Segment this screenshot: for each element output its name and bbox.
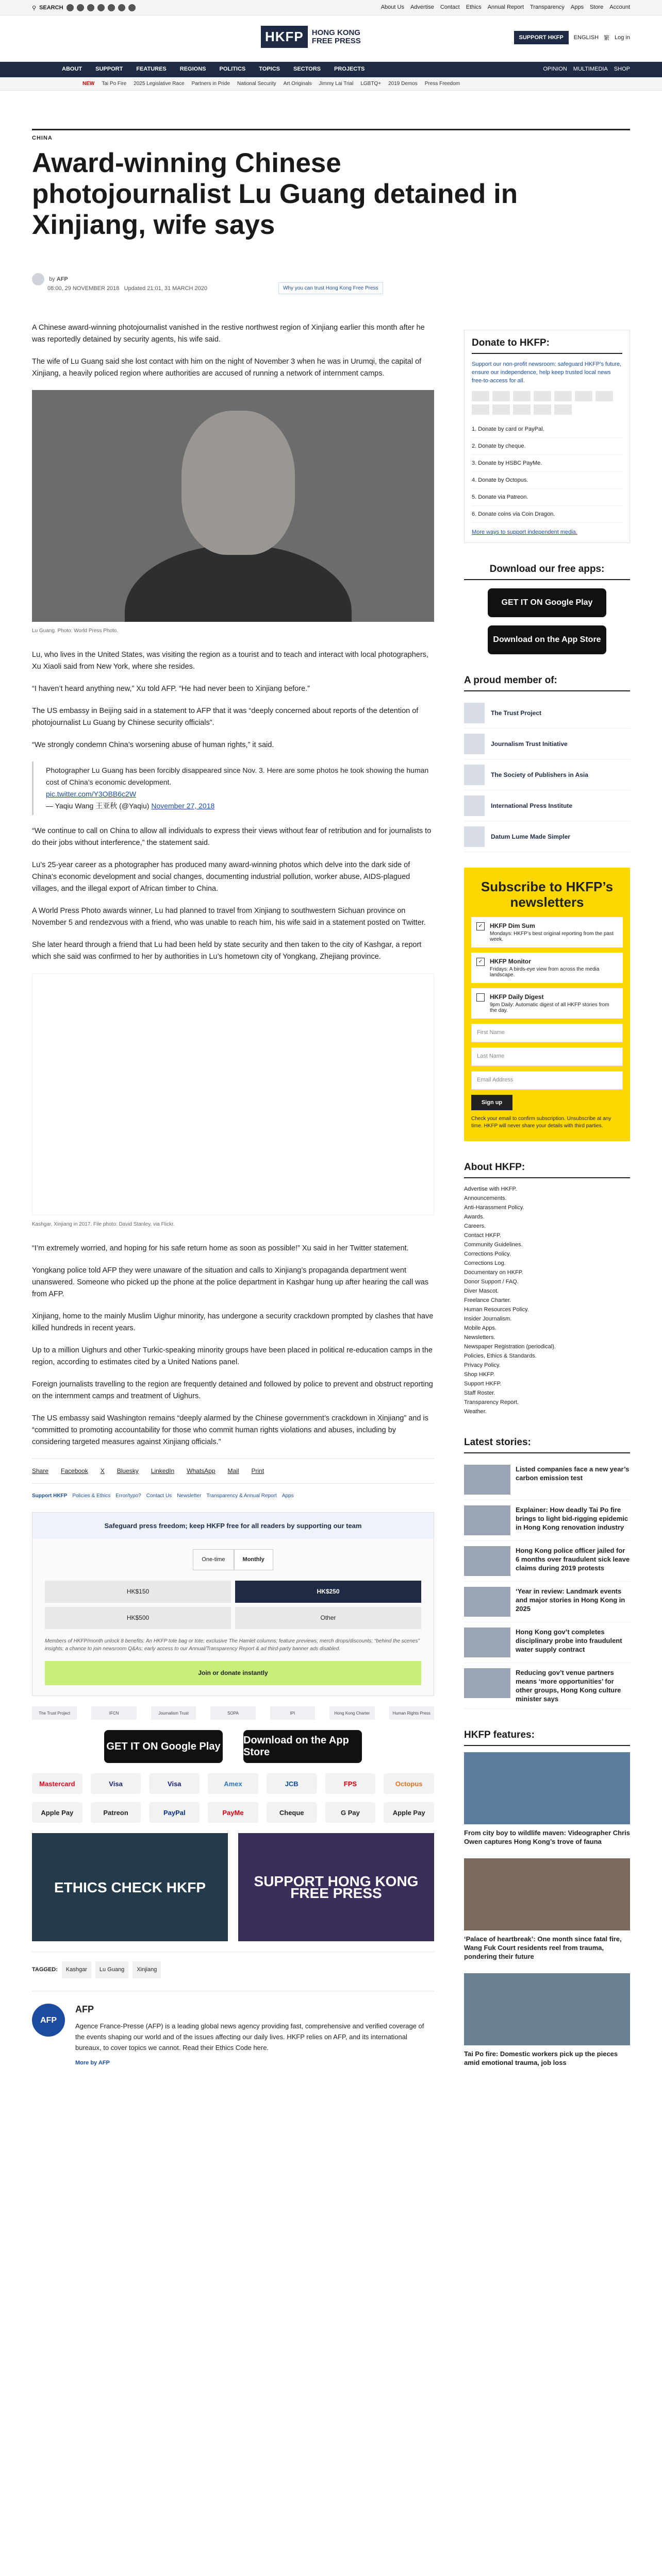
story-thumbnail [464, 1546, 510, 1576]
card-logo [472, 404, 489, 415]
donate-title: Donate to HKFP: [472, 337, 622, 354]
story-title[interactable]: Explainer: How deadly Tai Po fire brings to light bid-rigging epidemic in Hong Kong renovation industry [516, 1506, 628, 1531]
member-logo[interactable] [464, 698, 630, 728]
instagram-icon[interactable] [87, 4, 94, 11]
story-item[interactable] [464, 1541, 630, 1582]
tab-monthly[interactable]: Monthly [234, 1549, 273, 1570]
donate-intro[interactable]: Support our non-profit newsroom: safeguard HKFP’s future, ensure our independence, help keep trusted local news free-to-access for all. [472, 361, 622, 384]
share-mail[interactable]: Mail [227, 1467, 239, 1475]
donate-option[interactable]: 1. Donate by card or PayPal. [472, 421, 622, 438]
category-label[interactable]: CHINA [32, 135, 53, 141]
card-logo [492, 391, 510, 401]
tweet-link[interactable]: pic.twitter.com/Y3OBB6c2W [46, 790, 137, 798]
story-thumbnail [464, 1668, 510, 1698]
story-title[interactable]: Hong Kong police officer jailed for 6 months over fraudulent sick leave claims during 2019 protests [516, 1547, 630, 1572]
story-thumbnail [464, 1505, 510, 1535]
feature-title[interactable]: Tai Po fire: Domestic workers pick up the pieces amid emotional trauma, job loss [464, 2050, 618, 2066]
share-bluesky[interactable]: Bluesky [117, 1467, 139, 1475]
member-icon [464, 826, 485, 847]
top-link[interactable]: Transparency [530, 4, 565, 10]
more-ways-link[interactable]: More ways to support independent media. [472, 529, 577, 535]
footer-links [32, 1490, 434, 1502]
newsletter-name: HKFP Dim Sum [490, 922, 535, 929]
share-facebook[interactable]: Facebook [61, 1467, 88, 1475]
search-link[interactable]: SEARCH [39, 5, 63, 11]
nav-item[interactable]: SUPPORT [95, 66, 123, 72]
top-link[interactable]: Apps [570, 4, 584, 10]
share-linkedin[interactable]: LinkedIn [151, 1467, 175, 1475]
page-title: Award-winning Chinese photojournalist Lu Guang detained in Xinjiang, wife says [32, 148, 518, 240]
newsletter-name: HKFP Daily Digest [490, 993, 544, 1001]
newsletter-box [464, 868, 630, 1141]
google-play-button[interactable]: GET IT ON Google Play [104, 1730, 223, 1763]
partner-logo[interactable]: Hong Kong Charter [329, 1706, 374, 1720]
payment-logo[interactable]: Visa [149, 1773, 200, 1794]
byline [32, 273, 465, 292]
search-icon[interactable]: ⚲ [32, 5, 37, 11]
nav-right-item[interactable]: MULTIMEDIA [573, 66, 608, 72]
login-link[interactable]: Log in [615, 35, 630, 41]
story-item[interactable] [464, 1663, 630, 1709]
donate-option[interactable]: 5. Donate via Patreon. [472, 489, 622, 506]
story-thumbnail [464, 1587, 510, 1617]
trending-link[interactable]: Art Originals [283, 81, 312, 87]
top-link[interactable]: Contact [440, 4, 460, 10]
latest-stories [464, 1437, 630, 1709]
checkbox-checked[interactable]: ✓ [476, 922, 485, 930]
newsletter-option[interactable] [471, 917, 623, 947]
signup-button[interactable]: Sign up [471, 1095, 512, 1110]
sidebar-google-play[interactable]: GET IT ON Google Play [488, 588, 606, 617]
payment-logo[interactable]: Octopus [384, 1773, 434, 1794]
small-link[interactable]: Contact Us [146, 1493, 172, 1499]
about-link[interactable]: Corrections Policy. [464, 1251, 511, 1257]
feature-title[interactable]: From city boy to wildlife maven: Videographer Chris Owen captures Hong Kong’s trove of fauna [464, 1829, 630, 1845]
payment-logo[interactable]: JCB [267, 1773, 317, 1794]
card-logo [554, 391, 572, 401]
small-link[interactable]: Newsletter [177, 1493, 202, 1499]
card-logo [513, 391, 531, 401]
tag[interactable]: Lu Guang [95, 1961, 128, 1978]
email-input[interactable]: Email Address [471, 1071, 623, 1090]
support-button[interactable]: SUPPORT HKFP [514, 31, 569, 44]
donate-option[interactable]: 4. Donate by Octopus. [472, 472, 622, 489]
card-logo [554, 404, 572, 415]
logo-line2: FREE PRESS [311, 36, 361, 45]
telegram-icon[interactable] [108, 4, 115, 11]
lu-guang-photo [32, 390, 434, 622]
more-by-author-link[interactable]: More by AFP [75, 2060, 110, 2066]
about-section [464, 1162, 630, 1416]
card-logo [513, 404, 531, 415]
mastodon-icon[interactable] [128, 4, 136, 11]
member-logo[interactable] [464, 728, 630, 759]
trust-badge-text: Why you can trust Hong Kong Free Press [283, 285, 378, 291]
story-thumbnail [464, 1465, 510, 1495]
nav-right-item[interactable]: SHOP [614, 66, 630, 72]
paragraph: Xinjiang, home to the mainly Muslim Uighur minority, has undergone a security crackdown prompted by clashes that have killed hundreds in recent years. [32, 1312, 434, 1332]
trending-link[interactable]: 2019 Demos [388, 81, 418, 87]
features-section [464, 1730, 630, 2067]
sidebar [464, 330, 630, 2079]
newsletter-option[interactable] [471, 988, 623, 1019]
rss-icon[interactable] [118, 4, 125, 11]
card-logos [472, 391, 622, 415]
trending-link[interactable]: Partners in Pride [191, 81, 230, 87]
card-logo [595, 391, 613, 401]
about-link[interactable]: Anti-Harassment Policy. [464, 1205, 524, 1211]
trending-link[interactable]: Tai Po Fire [102, 81, 127, 87]
paragraph: A Chinese award-winning photojournalist vanished in the restive northwest region of Xinjiang earlier this month after he was reportedly detained by security agents, his wife said. [32, 324, 425, 344]
card-logo [575, 391, 592, 401]
member-icon [464, 734, 485, 754]
language-chinese[interactable]: 繁 [604, 35, 610, 41]
feature-image[interactable] [464, 1752, 630, 1824]
about-link[interactable]: Diver Mascot. [464, 1288, 499, 1294]
story-item[interactable] [464, 1500, 630, 1541]
story-thumbnail [464, 1628, 510, 1657]
nav-item[interactable]: PROJECTS [334, 66, 365, 72]
tags-label: TAGGED: [32, 1967, 58, 1973]
about-link[interactable]: Advertise with HKFP. [464, 1186, 517, 1192]
about-link[interactable]: Mobile Apps. [464, 1325, 496, 1331]
about-link[interactable]: Shop HKFP. [464, 1371, 495, 1378]
member-logo[interactable] [464, 759, 630, 790]
feature-title[interactable]: ‘Palace of heartbreak’: One month since fatal fire, Wang Fuk Court residents reel from trauma, pondering their future [464, 1935, 622, 1960]
join-button[interactable]: Join or donate instantly [45, 1661, 421, 1685]
small-link[interactable]: Transparency & Annual Report [206, 1493, 277, 1499]
facebook-icon[interactable] [67, 4, 74, 11]
member-label: International Press Institute [491, 802, 573, 809]
trending-link[interactable]: 2025 Legislative Race [134, 81, 185, 87]
nav-item[interactable]: POLITICS [219, 66, 246, 72]
newsletter-name: HKFP Monitor [490, 958, 531, 965]
checkbox-checked[interactable]: ✓ [476, 958, 485, 966]
member-label: The Society of Publishers in Asia [491, 771, 588, 778]
author-name[interactable]: AFP [75, 2004, 94, 2014]
logo-text [312, 29, 361, 45]
donation-title: Safeguard press freedom; keep HKFP free for all readers by supporting our team [32, 1513, 434, 1539]
feature-image[interactable] [464, 1858, 630, 1930]
share-whatsapp[interactable]: WhatsApp [187, 1467, 216, 1475]
paragraph: The US embassy said Washington remains “deeply alarmed by the Chinese government’s crackdown in Xinjiang” and is “committed to promoting accountability for those who commit human rights violations and abuses, including by considering targeted measures against Xinjiang officials.” [32, 1414, 428, 1446]
paragraph: “I haven’t heard anything new,” Xu told AFP. “He had never been to Xinjiang before.” [32, 685, 310, 693]
youtube-icon[interactable] [97, 4, 105, 11]
amount-option[interactable]: Other [235, 1607, 421, 1629]
app-store-buttons [32, 1730, 434, 1763]
donate-option[interactable]: 6. Donate coins via Coin Dragon. [472, 506, 622, 523]
about-title: About HKFP: [464, 1162, 630, 1178]
donate-option[interactable]: 2. Donate by cheque. [472, 438, 622, 455]
checkbox[interactable] [476, 993, 485, 1002]
amount-option[interactable]: HK$150 [45, 1581, 231, 1603]
published-date: 08:00, 29 NOVEMBER 2018 [47, 285, 120, 292]
author-logo[interactable]: AFP [32, 2004, 65, 2037]
apps-title: Download our free apps: [464, 564, 630, 580]
tweet-author: — Yaqiu Wang 王亚秋 (@Yaqiu) [46, 802, 150, 810]
about-link[interactable]: Corrections Log. [464, 1260, 506, 1266]
member-title: A proud member of: [464, 675, 630, 691]
nav-item[interactable]: SECTORS [293, 66, 321, 72]
embedded-tweet[interactable] [32, 761, 434, 815]
amount-option-selected[interactable]: HK$250 [235, 1581, 421, 1603]
last-name-input[interactable]: Last Name [471, 1047, 623, 1066]
member-logo[interactable] [464, 821, 630, 852]
member-label: Journalism Trust Initiative [491, 740, 568, 748]
share-label: Share [32, 1467, 49, 1475]
payment-logo[interactable]: PayPal [149, 1802, 200, 1823]
paragraph: The wife of Lu Guang said she lost contact with him on the night of November 3 when he was in Urumqi, the capital of Xinjiang, a heavily policed region where authorities are accused of running a network of internment camps. [32, 358, 422, 378]
logo-mark: HKFP [261, 26, 308, 48]
top-link[interactable]: Annual Report [487, 4, 524, 10]
top-link[interactable]: Ethics [466, 4, 482, 10]
card-logo [534, 391, 551, 401]
payment-logo[interactable]: Patreon [91, 1802, 141, 1823]
story-title[interactable]: Listed companies face a new year’s carbon emission test [516, 1465, 630, 1482]
story-item[interactable] [464, 1622, 630, 1663]
features-title: HKFP features: [464, 1730, 630, 1746]
app-store-button[interactable]: Download on the App Store [243, 1730, 362, 1763]
masthead [0, 15, 662, 62]
newsletter-title: Subscribe to HKFP’s newsletters [481, 879, 614, 910]
story-title[interactable]: Reducing gov’t venue partners means ‘more opportunities’ for other groups, Hong Kong culture minister says [516, 1669, 621, 1703]
small-link[interactable]: Apps [282, 1493, 294, 1499]
trending-link[interactable]: LGBTQ+ [360, 81, 382, 87]
partner-logo[interactable]: Human Rights Press [389, 1706, 434, 1720]
paragraph: She later heard through a friend that Lu had been held by state security and then taken to the city of Kashgar, a report which she said was confirmed to her by authorities in Lu’s hometown city of Yongkang, Zhejiang province. [32, 941, 422, 961]
nav-item[interactable]: REGIONS [179, 66, 206, 72]
amount-option[interactable]: HK$500 [45, 1607, 231, 1629]
top-link[interactable]: About Us [380, 4, 404, 10]
tags-row [32, 1952, 434, 1978]
site-logo[interactable] [261, 26, 361, 48]
newsletter-desc: Fridays: A birds-eye view from across the media landscape. [490, 967, 600, 978]
payment-logo[interactable]: PayMe [208, 1802, 258, 1823]
newsletter-desc: 9pm Daily: Automatic digest of all HKFP stories from the day. [490, 1002, 609, 1013]
byline-by: by [49, 276, 55, 282]
updated-date: Updated 21:01, 31 MARCH 2020 [124, 285, 208, 292]
story-title[interactable]: ‘Year in review: Landmark events and major stories in Hong Kong in 2025 [516, 1587, 625, 1613]
paragraph: The US embassy in Beijing said in a statement to AFP that it was “deeply concerned about reports of the detention of photojournalist Lu Guang by Chinese security officials”. [32, 707, 419, 727]
member-label: Datum Lume Made Simpler [491, 833, 571, 840]
trending-link[interactable]: Press Freedom [424, 81, 460, 87]
payment-logo[interactable]: Amex [208, 1773, 258, 1794]
about-link[interactable]: Documentary on HKFP. [464, 1269, 523, 1276]
about-link[interactable]: Weather. [464, 1409, 487, 1415]
newsletter-note: Check your email to confirm subscription. Unsubscribe at any time. HKFP will never share your details with third parties. [471, 1116, 611, 1129]
tab-one-time[interactable]: One-time [193, 1549, 234, 1570]
share-bar [32, 1459, 434, 1484]
about-link[interactable]: Donor Support / FAQ. [464, 1279, 519, 1285]
partner-logo[interactable]: IPI [270, 1706, 315, 1720]
article-body [32, 322, 434, 2069]
about-link[interactable]: Freelance Charter. [464, 1297, 511, 1303]
trending-link[interactable]: National Security [237, 81, 276, 87]
member-logo[interactable] [464, 790, 630, 821]
story-title[interactable]: Hong Kong gov’t completes disciplinary probe into fraudulent water supply contract [516, 1628, 622, 1653]
nav-right-item[interactable]: OPINION [543, 66, 567, 72]
photo-caption: Kashgar, Xinjiang in 2017. File photo: David Stanley, via Flickr. [32, 1222, 175, 1227]
share-x[interactable]: X [100, 1467, 105, 1475]
partner-logo[interactable]: The Trust Project [32, 1706, 77, 1720]
about-link[interactable]: Privacy Policy. [464, 1362, 501, 1368]
member-label: The Trust Project [491, 709, 542, 717]
small-link[interactable]: Policies & Ethics [72, 1493, 111, 1499]
partner-logo[interactable]: Journalism Trust [151, 1706, 196, 1720]
top-link[interactable]: Store [589, 4, 604, 10]
story-item[interactable] [464, 1582, 630, 1622]
ethics-banner[interactable]: ETHICS CHECK HKFP [32, 1833, 228, 1941]
payment-logo[interactable]: FPS [325, 1773, 376, 1794]
about-link[interactable]: Support HKFP. [464, 1381, 502, 1387]
photo-figure [125, 545, 352, 622]
paragraph: “We continue to call on China to allow all individuals to express their views without fear of retribution and for journalists to do their jobs without interference,” the statement said. [32, 827, 432, 847]
kashgar-photo [32, 973, 434, 1215]
payment-logo[interactable]: Mastercard [32, 1773, 82, 1794]
card-logo [534, 404, 551, 415]
tag[interactable]: Kashgar [62, 1961, 91, 1978]
payment-logo[interactable]: G Pay [325, 1802, 376, 1823]
section-rule [32, 129, 630, 130]
paragraph: Lu’s 25-year career as a photographer has produced many award-winning photos which delve into the dark side of China’s economic development and social changes, documenting industrial pollution, worker abuse, AIDS-plagued villages, and the illegal export of African timber to China. [32, 861, 410, 893]
tweet-text: Photographer Lu Guang has been forcibly disappeared since Nov. 3. Here are some photos he took showing the human cost of China’s economic development. [46, 766, 429, 786]
paragraph: Foreign journalists travelling to the region are frequently detained and followed by police to prevent and obstruct reporting on the internment camps and treatment of Uighurs. [32, 1380, 433, 1400]
paragraph: “We strongly condemn China’s worsening abuse of human rights,” it said. [32, 741, 274, 749]
member-icon [464, 765, 485, 785]
first-name-input[interactable]: First Name [471, 1024, 623, 1042]
small-link[interactable]: Support HKFP [32, 1493, 68, 1499]
logo-line1: HONG KONG [311, 28, 360, 37]
paragraph: “I’m extremely worried, and hoping for his safe return home as soon as possible!” Xu said in her Twitter statement. [32, 1244, 409, 1252]
tweet-date[interactable]: November 27, 2018 [151, 802, 215, 810]
share-print[interactable]: Print [251, 1467, 264, 1475]
trending-bar [0, 77, 662, 91]
partner-logo[interactable]: IFCN [91, 1706, 136, 1720]
about-link[interactable]: Awards. [464, 1214, 485, 1220]
byline-author[interactable]: AFP [56, 276, 68, 282]
card-logo [492, 404, 510, 415]
top-link[interactable]: Account [609, 4, 630, 10]
about-link[interactable]: Newspaper Registration (periodical). [464, 1344, 556, 1350]
about-link[interactable]: Human Resources Policy. [464, 1307, 529, 1313]
author-box [32, 1991, 434, 2069]
small-link[interactable]: Error/typo? [115, 1493, 141, 1499]
photo-caption: Lu Guang. Photo: World Press Photo. [32, 628, 119, 634]
card-logo [472, 391, 489, 401]
payment-methods [32, 1773, 434, 1823]
nav-item[interactable]: ABOUT [62, 66, 82, 72]
tag[interactable]: Xinjiang [133, 1961, 161, 1978]
donate-box [464, 330, 630, 543]
nav-item[interactable]: TOPICS [259, 66, 280, 72]
newsletter-option[interactable] [471, 953, 623, 983]
about-link[interactable]: Transparency Report. [464, 1399, 519, 1405]
about-link[interactable]: Staff Roster. [464, 1390, 495, 1396]
nav-item[interactable]: FEATURES [136, 66, 167, 72]
payment-logo[interactable]: Cheque [267, 1802, 317, 1823]
payment-logo[interactable]: Visa [91, 1773, 141, 1794]
newsletter-desc: Mondays: HKFP’s best original reporting from the past week. [490, 931, 614, 942]
trust-badge[interactable] [278, 282, 383, 294]
about-link[interactable]: Insider Journalism. [464, 1316, 512, 1322]
story-item[interactable] [464, 1460, 630, 1500]
about-link[interactable]: Newsletters. [464, 1334, 495, 1341]
author-bio: Agence France-Presse (AFP) is a leading global news agency providing fast, comprehensive and verified coverage of the events shaping our world and of the issues affecting our daily lives. HKFP relies on AFP, and its international bureaux, to cover topics we cannot. Read their Ethics Code here. [75, 2022, 424, 2052]
about-link[interactable]: Contact HKFP. [464, 1232, 501, 1239]
language-english[interactable]: ENGLISH [573, 35, 599, 41]
latest-title: Latest stories: [464, 1437, 630, 1453]
main-nav [0, 62, 662, 77]
top-link[interactable]: Advertise [410, 4, 434, 10]
about-link[interactable]: Announcements. [464, 1195, 507, 1201]
member-icon [464, 703, 485, 723]
payment-logo[interactable]: Apple Pay [384, 1802, 434, 1823]
paragraph: Up to a million Uighurs and other Turkic-speaking minority groups have been placed in political re-education camps in the region, according to estimates cited by a United Nations panel. [32, 1346, 433, 1366]
sidebar-app-store[interactable]: Download on the App Store [488, 625, 606, 654]
donate-option[interactable]: 3. Donate by HSBC PayMe. [472, 455, 622, 472]
author-avatar [32, 273, 44, 285]
about-link[interactable]: Careers. [464, 1223, 486, 1229]
promo-banners [32, 1833, 434, 1941]
donation-widget [32, 1512, 434, 1696]
member-benefits-note: Members of HKFP/month unlock 8 benefits: An HKFP tote bag or tote; exclusive The Hamlet columns; feature previews; merch drops/discounts; “behind the scenes” insights; a chance to join newsroom Q&As; early access to our Annual/Transparency Report & ad third-party banner ads disabled. [45, 1638, 420, 1652]
paragraph: Lu, who lives in the United States, was visiting the region as a tourist and to teach and interact with local photographers, Xu Xiaoli said from New York, where she resides. [32, 651, 428, 671]
trending-link[interactable]: Jimmy Lai Trial [319, 81, 354, 87]
top-bar [0, 0, 662, 15]
feature-image[interactable] [464, 1973, 630, 2045]
about-link[interactable]: Policies, Ethics & Standards. [464, 1353, 537, 1359]
support-banner[interactable]: SUPPORT HONG KONG FREE PRESS [238, 1833, 434, 1941]
member-icon [464, 795, 485, 816]
new-badge: NEW [82, 81, 95, 87]
twitter-icon[interactable] [77, 4, 84, 11]
tweet-author-line [46, 800, 434, 812]
paragraph: Yongkang police told AFP they were unaware of the situation and calls to Xinjiang’s propaganda department went unanswered. Someone who picked up the phone at the police department in Kashgar hung up after hearing the call was from AFP. [32, 1266, 429, 1298]
paragraph: A World Press Photo awards winner, Lu had planned to travel from Xinjiang to southwestern Sichuan province on November 5 and rendezvous with a friend, who was unable to reach him, his wife said in a statement posted on Twitter. [32, 907, 426, 927]
about-link[interactable]: Community Guidelines. [464, 1242, 523, 1248]
payment-logo[interactable]: Apple Pay [32, 1802, 82, 1823]
trust-logos [32, 1706, 434, 1720]
photo-head [181, 411, 295, 555]
partner-logo[interactable]: SOPA [210, 1706, 255, 1720]
